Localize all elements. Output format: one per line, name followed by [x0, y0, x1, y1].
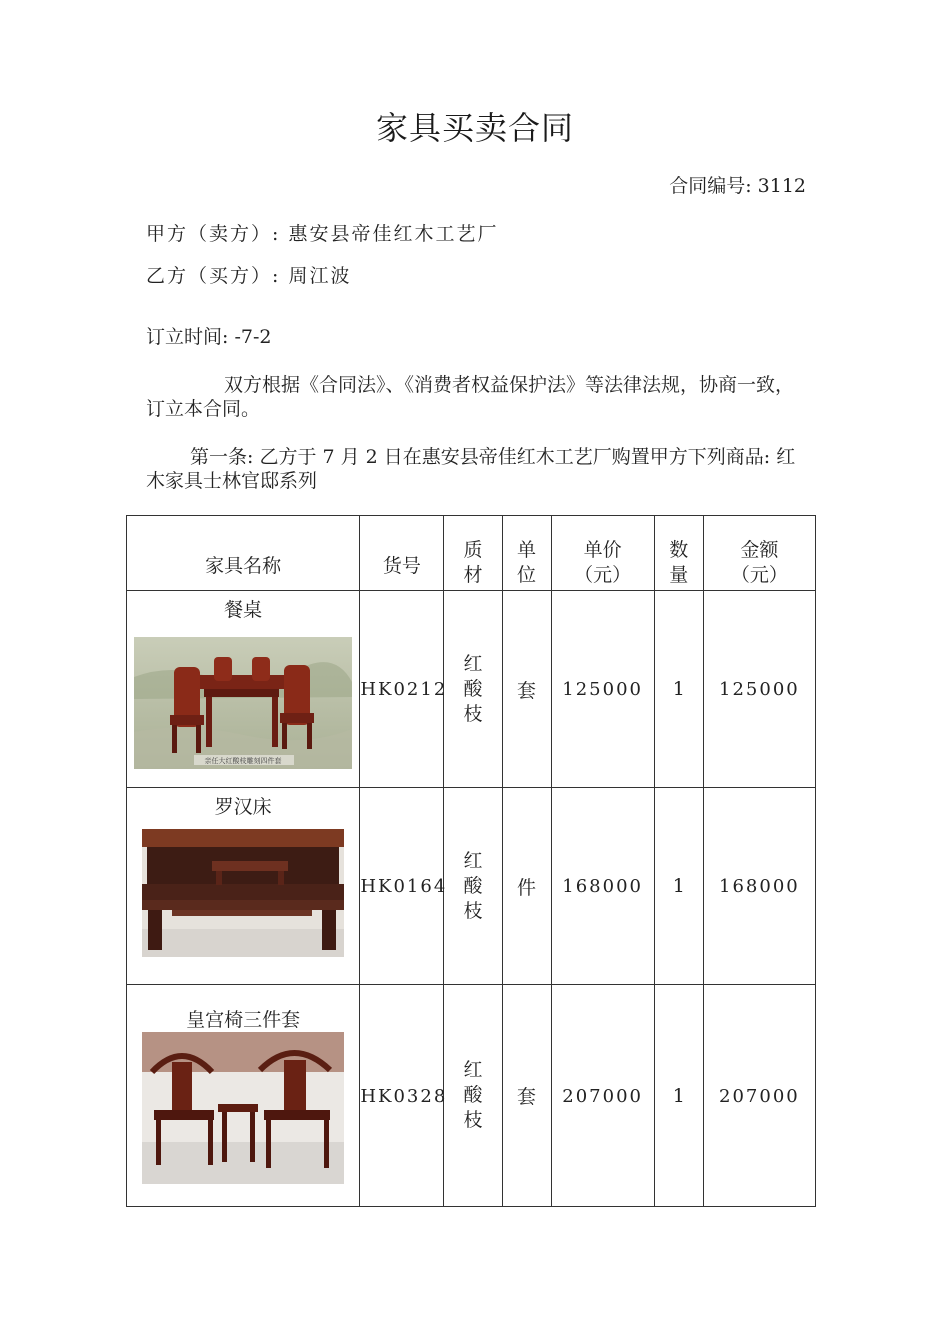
- furniture-name-cell: [127, 985, 360, 1207]
- material-cell: 红酸枝: [444, 788, 502, 985]
- price-cell: 168000: [551, 788, 654, 985]
- furniture-name: 皇宫椅三件套: [186, 1009, 301, 1031]
- qty-cell: 1: [654, 591, 703, 788]
- table-row: [127, 985, 816, 1207]
- material-cell: 红酸枝: [444, 591, 502, 788]
- table-row: [127, 788, 816, 985]
- luohan-bed-photo: [142, 829, 344, 957]
- header-amount: 金额（元）: [703, 516, 815, 591]
- contract-number: 合同编号: 3112: [669, 175, 806, 197]
- price-cell: 125000: [551, 591, 654, 788]
- photo-caption: 亲任大红酸枝雕刻四件套: [204, 757, 282, 765]
- party-b-buyer: 乙方（买方）: 周江波: [146, 265, 352, 287]
- header-material: 质材: [444, 516, 502, 591]
- unit-cell: 件: [502, 788, 551, 985]
- qty-cell: 1: [654, 985, 703, 1207]
- furniture-name-cell: [127, 591, 360, 788]
- table-header-row: [127, 516, 816, 591]
- header-sku: 货号: [360, 516, 444, 591]
- intro-paragraph: 双方根据《合同法》、《消费者权益保护法》等法律法规，协商一致，订立本合同。: [146, 374, 795, 420]
- sku-cell: HK0212: [360, 591, 444, 788]
- unit-cell: 套: [502, 985, 551, 1207]
- signing-date: 订立时间: -7-2: [146, 326, 272, 348]
- document-title: 家具买卖合同: [375, 109, 574, 147]
- amount-cell: 168000: [703, 788, 815, 985]
- sku-cell: HK0328: [360, 985, 444, 1207]
- header-name: 家具名称: [127, 516, 360, 591]
- material-cell: 红酸枝: [444, 985, 502, 1207]
- amount-cell: 125000: [703, 591, 815, 788]
- unit-cell: 套: [502, 591, 551, 788]
- furniture-name-cell: [127, 788, 360, 985]
- header-price: 单价（元）: [551, 516, 654, 591]
- price-cell: 207000: [551, 985, 654, 1207]
- furniture-name: 餐桌: [224, 599, 263, 621]
- palace-chair-set-photo: [142, 1032, 344, 1184]
- table-row: [127, 591, 816, 788]
- amount-cell: 207000: [703, 985, 815, 1207]
- qty-cell: 1: [654, 788, 703, 985]
- dining-table-photo: [134, 637, 352, 769]
- sku-cell: HK0164: [360, 788, 444, 985]
- article-one: 第一条: 乙方于 7 月 2 日在惠安县帝佳红木工艺厂购置甲方下列商品: 红木家具士林官邸系列: [146, 446, 796, 492]
- header-unit: 单位: [502, 516, 551, 591]
- header-qty: 数量: [654, 516, 703, 591]
- furniture-name: 罗汉床: [214, 796, 272, 818]
- party-a-seller: 甲方（卖方）: 惠安县帝佳红木工艺厂: [146, 223, 499, 245]
- furniture-table: [126, 515, 816, 1207]
